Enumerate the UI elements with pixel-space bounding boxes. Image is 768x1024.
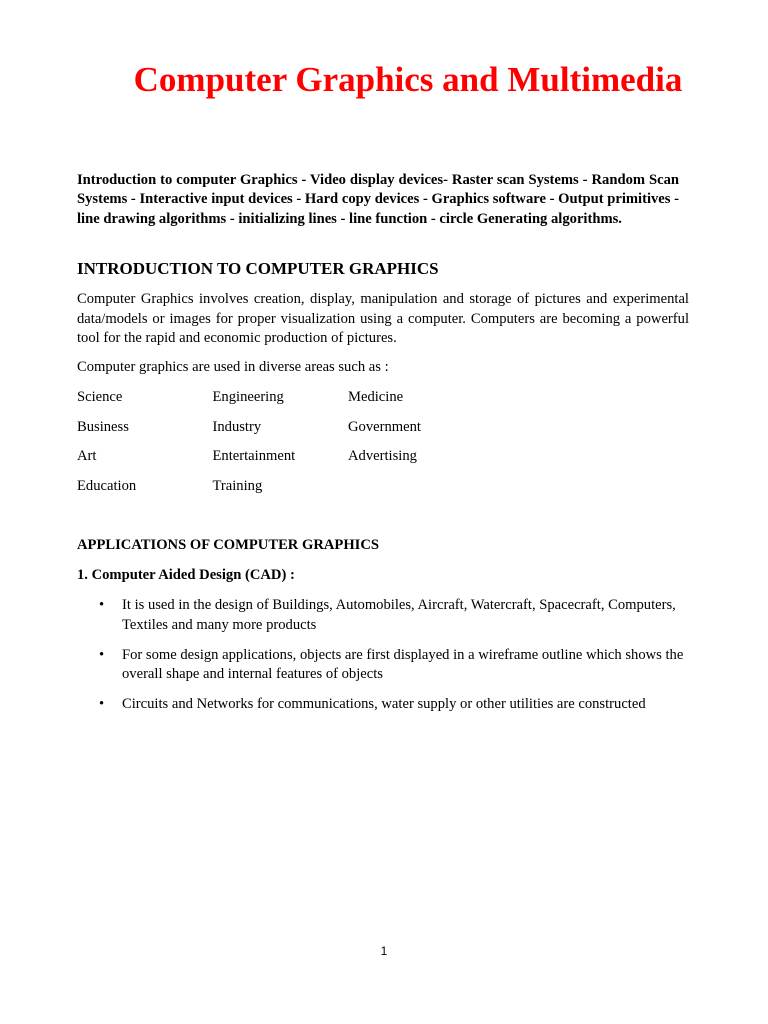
list-item-text: For some design applications, objects are first displayed in a wireframe outline which shows the overall shape and internal features of objects: [122, 646, 684, 683]
areas-intro: Computer graphics are used in diverse areas such as :: [77, 359, 389, 375]
list-item-text: It is used in the design of Buildings, Automobiles, Aircraft, Watercraft, Spacecraft, Computers, Textiles and many more products: [122, 597, 676, 633]
syllabus-summary: Introduction to computer Graphics - Video display devices- Raster scan Systems - Random Scan Systems - Interactive input devices - Hard copy devices - Graphics software - Output primitives - line drawing algorithms - initializing lines - line function - circle Generating algorithms.: [77, 172, 679, 227]
list-item: [77, 695, 687, 715]
areas-row: [77, 417, 484, 447]
areas-row: [77, 387, 484, 417]
area-item: Education: [77, 477, 137, 494]
area-item: Medicine: [348, 389, 404, 405]
area-item: Science: [77, 389, 123, 405]
intro-heading: INTRODUCTION TO COMPUTER GRAPHICS: [77, 259, 439, 278]
area-item: Entertainment: [212, 448, 296, 465]
document-title: Computer Graphics and Multimedia: [133, 60, 683, 99]
area-item: Advertising: [348, 448, 417, 465]
area-item: Government: [348, 418, 421, 435]
areas-row: [77, 446, 484, 476]
intro-paragraph: Computer Graphics involves creation, display, manipulation and storage of pictures and experimental data/models or images for proper visualization using a computer. Computers are becoming a powerful tool for the rapid and economic production of pictures.: [77, 291, 689, 346]
cad-bullet-list: [77, 596, 687, 725]
areas-row: [77, 476, 484, 506]
area-item: Business: [77, 418, 129, 435]
list-item: [77, 646, 687, 685]
bullet-icon: •: [99, 597, 105, 613]
areas-table: [77, 387, 484, 505]
area-item: Industry: [212, 418, 262, 435]
bullet-icon: •: [99, 696, 105, 713]
page-number: 1: [380, 944, 388, 958]
area-item: Engineering: [212, 389, 284, 405]
list-item: [77, 596, 687, 635]
list-item-text: Circuits and Networks for communications, water supply or other utilities are constructed: [122, 696, 646, 713]
area-item: Art: [77, 448, 97, 465]
applications-heading: APPLICATIONS OF COMPUTER GRAPHICS: [77, 537, 380, 553]
cad-heading: 1. Computer Aided Design (CAD) :: [77, 567, 295, 583]
bullet-icon: •: [99, 646, 105, 663]
area-item: Training: [212, 477, 263, 494]
